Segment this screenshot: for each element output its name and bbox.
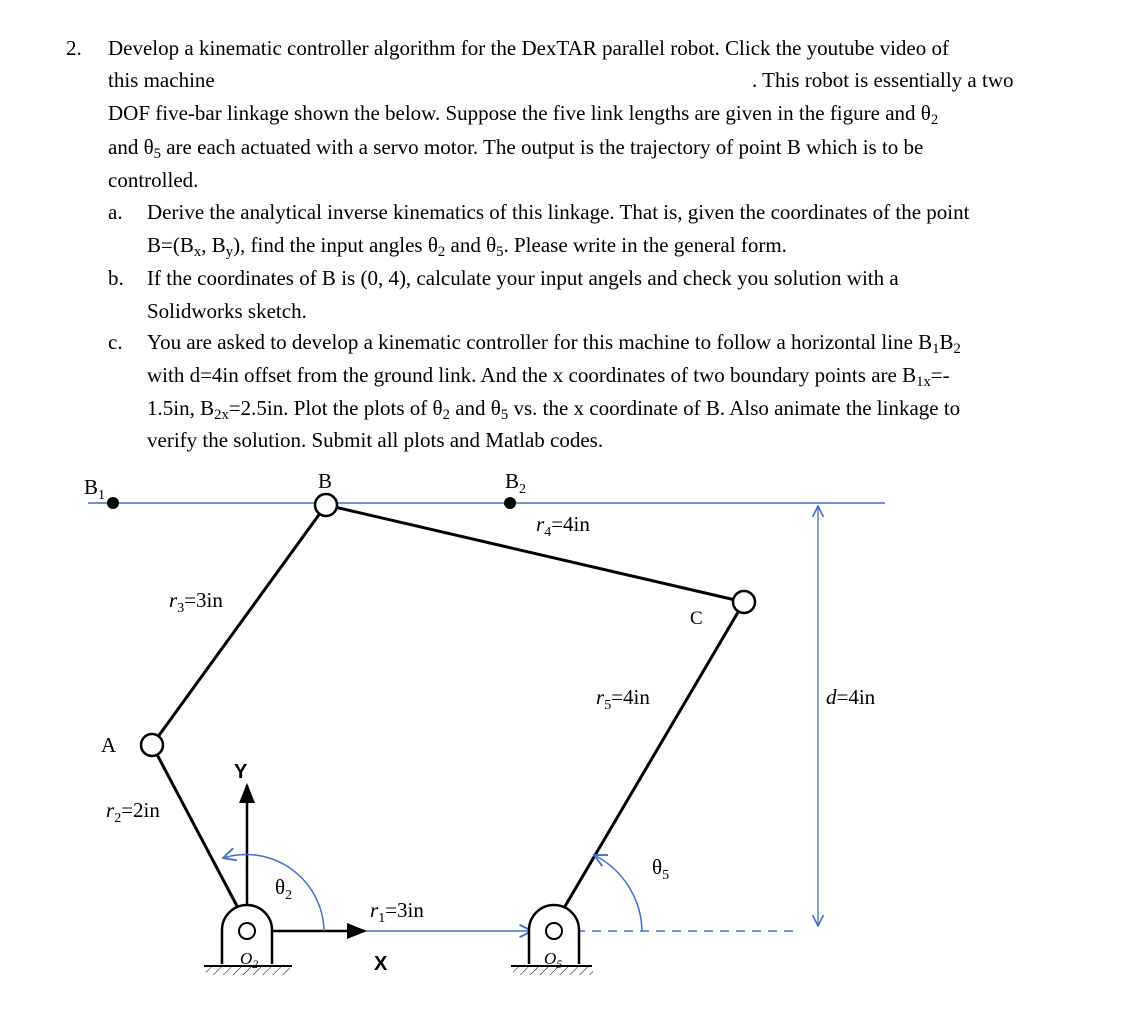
link-r4 <box>326 505 744 602</box>
label-o5: $O_5$ <box>544 949 563 971</box>
problem-number: 2. <box>66 36 82 60</box>
label-r5: $r_5=4in$ <box>596 685 650 713</box>
label-r1: $r_1=3in$ <box>370 898 424 926</box>
joint-b <box>315 494 337 516</box>
label-b1: $B_1$ <box>84 475 106 503</box>
label-r2: $r_2=2in$ <box>106 798 160 826</box>
label-r3: $r_3=3in$ <box>169 588 223 616</box>
label-o2: $O_2$ <box>240 949 259 971</box>
part-c-line-2: with d=4in offset from the ground link. And the x coordinates of two boundary points are $B_{1x}=-$ <box>147 363 950 391</box>
problem-line-4: and $\theta_5$ are each actuated with a servo motor. The output is the trajectory of point B which is to be <box>108 135 924 163</box>
part-c-marker: c. <box>108 330 123 354</box>
link-r3 <box>152 505 326 745</box>
part-b-marker: b. <box>108 266 124 290</box>
label-c: C <box>690 608 703 629</box>
part-c-line-4: verify the solution. Submit all plots and Matlab codes. <box>147 428 604 452</box>
joint-a <box>141 734 163 756</box>
problem-line-2a: this machine <box>108 68 215 92</box>
problem-line-5: controlled. <box>108 168 199 192</box>
link-r2 <box>152 745 247 925</box>
part-b-line-2: Solidworks sketch. <box>147 299 307 323</box>
label-d: d=4in <box>826 685 876 709</box>
label-r4: $r_4=4in$ <box>536 512 590 540</box>
problem-line-1: Develop a kinematic controller algorithm for the DexTAR parallel robot. Click the youtube video of <box>108 36 949 60</box>
label-axis-x: X <box>374 953 388 975</box>
label-axis-y: Y <box>234 761 248 783</box>
label-b2: $B_2$ <box>505 469 527 497</box>
part-c-line-1: You are asked to develop a kinematic controller for this machine to follow a horizontal line $B_1B_2$ <box>147 330 961 358</box>
joint-c <box>733 591 755 613</box>
part-a-marker: a. <box>108 200 123 224</box>
label-theta5: $\theta_5$ <box>652 855 670 883</box>
problem-line-2b: . This robot is essentially a two <box>752 68 1014 92</box>
link-r5 <box>554 602 744 925</box>
part-c-line-3: 1.5in, $B_{2x}=2.5in$. Plot the plots of $\theta_2$ and $\theta_5$ vs. the x coordinate of B. Also animate the linkage to <box>147 396 961 424</box>
part-a-line-1: Derive the analytical inverse kinematics of this linkage. That is, given the coordinates of the point <box>147 200 970 224</box>
label-b: B <box>318 469 333 493</box>
label-theta2: $\theta_2$ <box>275 875 293 903</box>
part-b-line-1: If the coordinates of B is (0, 4), calculate your input angels and check you solution with a <box>147 266 899 290</box>
part-a-line-2: $B=(B_x$, $B_y$), find the input angles $\theta_2$ and $\theta_5$. Please write in the general form. <box>147 233 787 261</box>
point-b1 <box>107 497 119 509</box>
theta5-arc <box>594 855 642 931</box>
label-a: A <box>101 733 117 757</box>
problem-line-3: DOF five-bar linkage shown the below. Suppose the five link lengths are given in the figure and $\theta_2$ <box>108 101 939 129</box>
point-b2 <box>504 497 516 509</box>
